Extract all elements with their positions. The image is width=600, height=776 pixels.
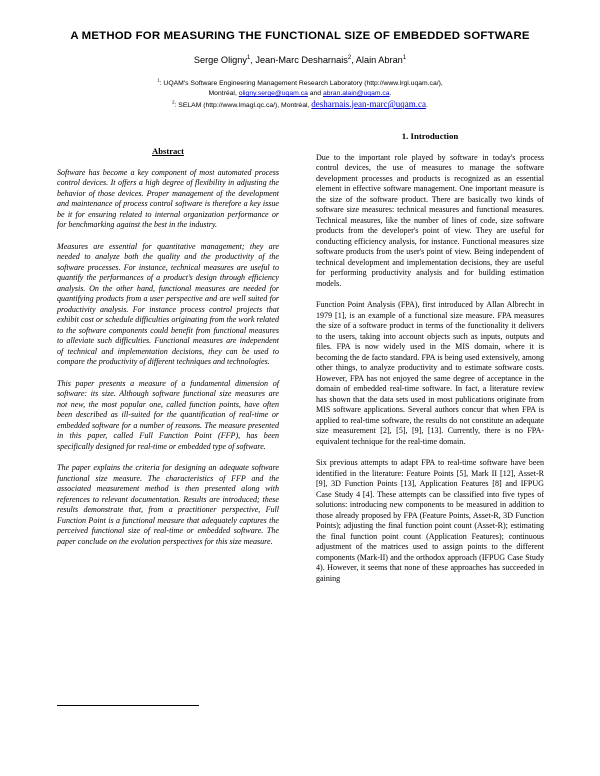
abstract-paragraph: The paper explains the criteria for designing an adequate software functional size measure. The characteristics of FFP and the associated measurement method is then presented along with references to relevant documentation. Results are introduced; these results demonstrate that, from a practitioner perspective, Full Function Point is a functional measure that adequately captures the perceived functional size of real-time or embedded software. The paper conclude on the evolution perspectives for this size measure. — [57, 463, 279, 546]
author-1: Serge Oligny — [193, 55, 247, 65]
affiliation-2-sup: 2 — [172, 99, 175, 105]
email-link-desharnais[interactable]: desharnais.jean-marc@uqam.ca — [311, 99, 427, 109]
author-3-sup: 1 — [402, 54, 407, 61]
affiliation-1-text: : UQAM's Software Engineering Management Research Laboratory (http://www.lrgl.uqam.ca/), — [159, 80, 443, 87]
introduction-column — [316, 131, 544, 595]
author-separator-1: , — [250, 55, 256, 65]
author-2: Jean-Marc Desharnais — [255, 55, 348, 65]
affiliation-2-end: . — [426, 102, 428, 109]
affiliation-1-and: and — [307, 90, 323, 97]
abstract-paragraph: Software has become a key component of most automated process control devices. It offers a high degree of flexibility in adjusting the behavior of those devices. Proper management of the development and maintenance of process control software is therefore a key issue be it for ensuring related to internal organization performance or for benchmarking against the best in the industry. — [57, 167, 279, 229]
affiliation-2-text: : SELAM (http://www.lmagl.qc.ca/), Montréal, — [174, 102, 312, 109]
introduction-paragraph: Due to the important role played by software in today's process control devices, the use of measures to manage the software development processes and products is recognized as an essential element in effective software management. One important measure is the size of the software product. There are basically two kinds of software size measures: technical measures and functional measures. Technical measures, like the number of lines of code, size software products from the developer's point of view. They are useful for conducting efficiency analysis, for instance. Functional measures size software products from the user's point of view. Being independent of technical development and implementation decisions, they are useful for performing productivity analysis and for building estimation models. — [316, 152, 544, 288]
introduction-paragraph: Function Point Analysis (FPA), first introduced by Allan Albrecht in 1979 [1], is an example of a functional size measure. FPA measures the size of a software product in terms of the functionality it delivers to the users, taking into account objects such as inputs, outputs and files. FPA is now widely used in the MIS domain, where it is becoming the de facto standard. FPA is being used extensively, among other things, to analyze productivity and to estimate software costs. However, FPA has not enjoyed the same degree of acceptance in the domain of embedded real-time software. In fact, a literature review has shown that the data sets used in most publications originate from MIS software applications. Several authors concur that when FPA is applied to real-time software, the results do not constitute an adequate size measurement [2], [5], [9], [13]. Currently, there is no FPA-equivalent technique for the real-time domain. — [316, 300, 544, 446]
introduction-paragraph: Six previous attempts to adapt FPA to real-time software have been identified in the literature: Feature Points [5], Mark II [12], Asset-R [9], 3D Function Points [13], Application Features [8] and IFPUG Case Study 4 [4]. These attempts can be classified into five types of solutions: introducing new components to be measured in addition to those already proposed by FPA (Feature Points, Asset-R, 3D Function Points); adjusting the final function point count (Asset-R); estimating the final function point count (Application Features); continuous adjustment of the matrices used to assign points to the different components (Mark-II) and the orthodox approach (IFPUG Case Study 4). However, it seems that none of these approaches has succeeded in gaining — [316, 458, 544, 583]
footnote-rule — [57, 705, 199, 706]
author-separator-2: , — [351, 55, 356, 65]
author-1-sup: 1 — [246, 54, 251, 61]
affiliation-1-line-1 — [0, 79, 600, 89]
email-link-oligny[interactable]: oligny.serge@uqam.ca — [238, 90, 308, 97]
abstract-heading: Abstract — [152, 146, 184, 156]
introduction-heading: 1. Introduction — [401, 131, 459, 141]
author-line — [0, 55, 600, 65]
affiliation-2-line — [0, 99, 600, 111]
abstract-paragraph: Measures are essential for quantitative management; they are needed to analyze both the quality and the productivity of the software processes. For instance, technical measures are useful to quantify the performances of a product’s design through efficiency analysis. On the other hand, functional measures are needed for quantifying products from a user perspective and are well suited for productivity analysis. For instance process control projects that exhibit cost or schedule difficulties originating from the work related to the software components could benefit from functional measures to alleviate such difficulties. Functional measures are independent of technical and implementation decisions, they can be used to compare the productivity of different techniques and technologies. — [57, 241, 279, 366]
affiliation-1-line-2 — [0, 89, 600, 99]
abstract-paragraph: This paper presents a measure of a fundamental dimension of software: its size. Although software functional size measures are not new, the most popular one, called function points, have often been described as ill-suited for the quantification of real-time or embedded software for a number of reasons. The measure presented in this paper, called Full Function Point (FFP), has been specifically designed for real-time or embedded type of software. — [57, 378, 279, 451]
author-2-sup: 2 — [347, 54, 352, 61]
affiliation-1-sup: 1 — [157, 77, 160, 83]
email-link-abran[interactable]: abran.alain@uqam.ca — [322, 90, 390, 97]
affiliation-1-city: Montréal, — [208, 90, 239, 97]
paper-title: A METHOD FOR MEASURING THE FUNCTIONAL SIZE OF EMBEDDED SOFTWARE — [70, 30, 530, 42]
affiliation-1-end: . — [389, 90, 392, 97]
author-3: Alain Abran — [355, 55, 403, 65]
abstract-column — [57, 146, 279, 558]
